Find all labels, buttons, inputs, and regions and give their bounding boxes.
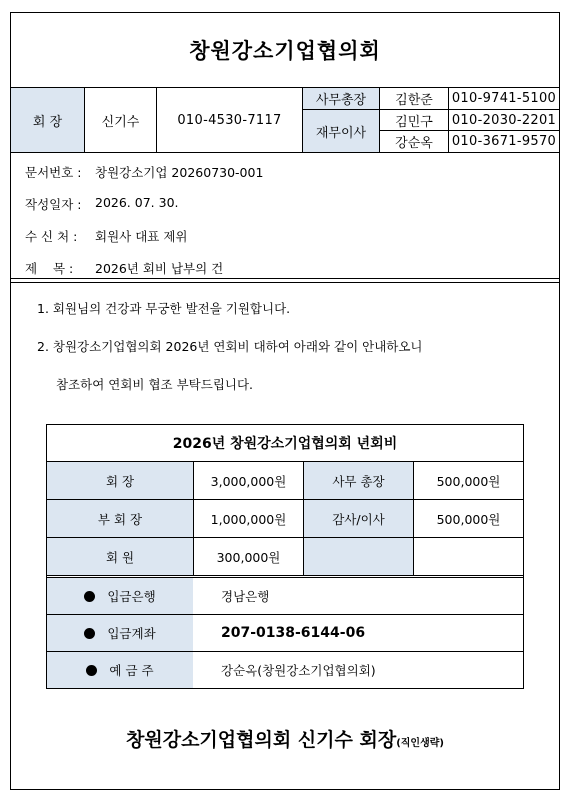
- bullet-icon: [86, 665, 97, 676]
- doc-recipient-label: 수 신 처 :: [25, 229, 78, 244]
- doc-date-value: 2026. 07. 30.: [95, 195, 179, 210]
- fee-label-vice-president: 부 회 장: [47, 500, 193, 538]
- doc-date-label: 작성일자 :: [25, 197, 82, 212]
- president-name: 신기수: [84, 88, 156, 152]
- doc-subject-value: 2026년 회비 납부의 건: [95, 261, 224, 276]
- document-title: 창원강소기업협의회: [11, 13, 559, 88]
- bank-label: 입금은행: [107, 589, 156, 604]
- bullet-icon: [84, 628, 95, 639]
- secretary-phone: 010-9741-5100: [448, 88, 559, 110]
- fee-label-empty: [303, 538, 413, 575]
- doc-recipient-row: [25, 227, 187, 245]
- fee-label-president: 회 장: [47, 462, 193, 500]
- doc-subject-label: 제 목 :: [25, 261, 74, 276]
- finance-name-1: 김민구: [379, 110, 448, 131]
- fee-label-member: 회 원: [47, 538, 193, 575]
- fee-label-auditor: 감사/이사: [303, 500, 413, 538]
- doc-recipient-value: 회원사 대표 제위: [95, 229, 188, 244]
- fee-amount-empty: [413, 538, 523, 575]
- fee-amount-auditor: 500,000원: [413, 500, 523, 538]
- doc-number-row: [25, 163, 263, 181]
- signature: [11, 725, 559, 752]
- finance-label: 재무이사: [302, 110, 379, 152]
- paragraph-1: 1. 회원님의 건강과 무궁한 발전을 기원합니다.: [37, 301, 291, 316]
- doc-date-row: [25, 195, 179, 213]
- finance-phone-1: 010-2030-2201: [448, 110, 559, 131]
- paragraph-3: 참조하여 연회비 협조 부탁드립니다.: [56, 377, 254, 392]
- fee-label-secretary: 사무 총장: [303, 462, 413, 500]
- account-label: 입금계좌: [107, 626, 156, 641]
- holder-label-cell: [47, 652, 193, 688]
- bullet-icon: [84, 591, 95, 602]
- doc-number-label: 문서번호 :: [25, 165, 82, 180]
- doc-subject-row: [25, 259, 223, 277]
- paragraph-2: 2. 창원강소기업협의회 2026년 연회비 대하여 아래와 같이 안내하오니: [37, 339, 423, 354]
- section-divider: [11, 282, 559, 283]
- finance-phone-2: 010-3671-9570: [448, 131, 559, 152]
- secretary-label: 사무총장: [302, 88, 379, 110]
- president-phone: 010-4530-7117: [156, 88, 302, 152]
- finance-name-2: 강순옥: [379, 131, 448, 152]
- president-label: 회 장: [11, 88, 84, 152]
- doc-number-value: 창원강소기업 20260730-001: [95, 165, 264, 180]
- fee-amount-secretary: 500,000원: [413, 462, 523, 500]
- fee-amount-member: 300,000원: [193, 538, 303, 575]
- account-label-cell: [47, 615, 193, 652]
- fee-table-title: 2026년 창원강소기업협의회 년회비: [47, 425, 523, 462]
- fee-amount-vice-president: 1,000,000원: [193, 500, 303, 538]
- bank-label-cell: [47, 578, 193, 615]
- secretary-name: 김한준: [379, 88, 448, 110]
- document-frame: [10, 12, 560, 790]
- bank-value: 경남은행: [193, 578, 523, 615]
- document-info: [11, 154, 559, 279]
- fee-table: [46, 424, 524, 689]
- signature-note: (직인생략): [396, 738, 444, 749]
- holder-label: 예 금 주: [109, 663, 154, 678]
- account-value: 207-0138-6144-06: [193, 615, 523, 652]
- fee-amount-president: 3,000,000원: [193, 462, 303, 500]
- signature-main: 창원강소기업협의회 신기수 회장: [126, 729, 397, 751]
- holder-value: 강순옥(창원강소기업협의회): [221, 663, 376, 678]
- officer-table: [11, 88, 559, 153]
